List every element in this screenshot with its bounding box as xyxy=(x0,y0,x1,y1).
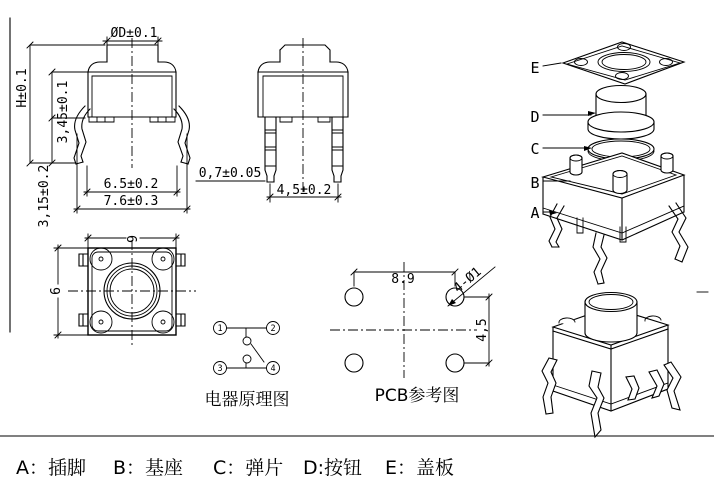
assembled-view xyxy=(542,292,708,437)
exploded-label-b: B xyxy=(530,174,540,192)
dim-hole-span-x: 8.9 xyxy=(391,272,415,287)
schematic-caption: 电器原理图 xyxy=(204,390,290,410)
exploded-label-e: E xyxy=(530,59,540,77)
dim-side-pin-span: 4,5±0.2 xyxy=(276,183,332,198)
dim-hole-size: 4-Ø1 xyxy=(450,264,485,297)
schematic-pin-4: 4 xyxy=(270,364,276,374)
schematic-diagram xyxy=(205,322,290,411)
dim-body-height: 3,45±0.1 xyxy=(56,80,71,144)
pcb-caption: PCB参考图 xyxy=(374,386,460,406)
schematic-pin-1: 1 xyxy=(217,324,223,334)
dim-height: H±0.1 xyxy=(15,68,30,108)
exploded-label-d: D xyxy=(530,108,540,126)
legend-item-d: D:按钮 xyxy=(303,457,363,479)
dim-pin-span: 6.5±0.2 xyxy=(103,177,159,192)
side-view xyxy=(196,38,348,202)
legend-item-e: E：盖板 xyxy=(385,457,455,479)
dim-pin-height: 3,15±0.2 xyxy=(37,164,52,228)
schematic-pin-2: 2 xyxy=(270,324,276,334)
top-view xyxy=(49,234,196,346)
exploded-view xyxy=(530,42,688,284)
dim-diameter: ØD±0.1 xyxy=(110,26,158,41)
dim-top-width: 9 xyxy=(126,235,141,243)
front-view xyxy=(10,18,190,332)
legend-item-b: B：基座 xyxy=(113,457,184,479)
dim-pin-thickness: 0,7±0.05 xyxy=(198,166,262,181)
schematic-pin-3: 3 xyxy=(217,364,223,374)
legend xyxy=(16,457,454,479)
exploded-label-a: A xyxy=(530,204,540,222)
dim-outer-width: 7.6±0.3 xyxy=(103,194,159,209)
dim-hole-span-y: 4,5 xyxy=(475,318,490,342)
dim-top-depth: 6 xyxy=(49,287,64,295)
legend-item-c: C：弹片 xyxy=(213,457,284,479)
exploded-label-c: C xyxy=(530,140,540,158)
legend-item-a: A：插脚 xyxy=(16,457,86,479)
top-view-centerlines xyxy=(68,240,196,346)
pcb-reference xyxy=(330,262,495,406)
